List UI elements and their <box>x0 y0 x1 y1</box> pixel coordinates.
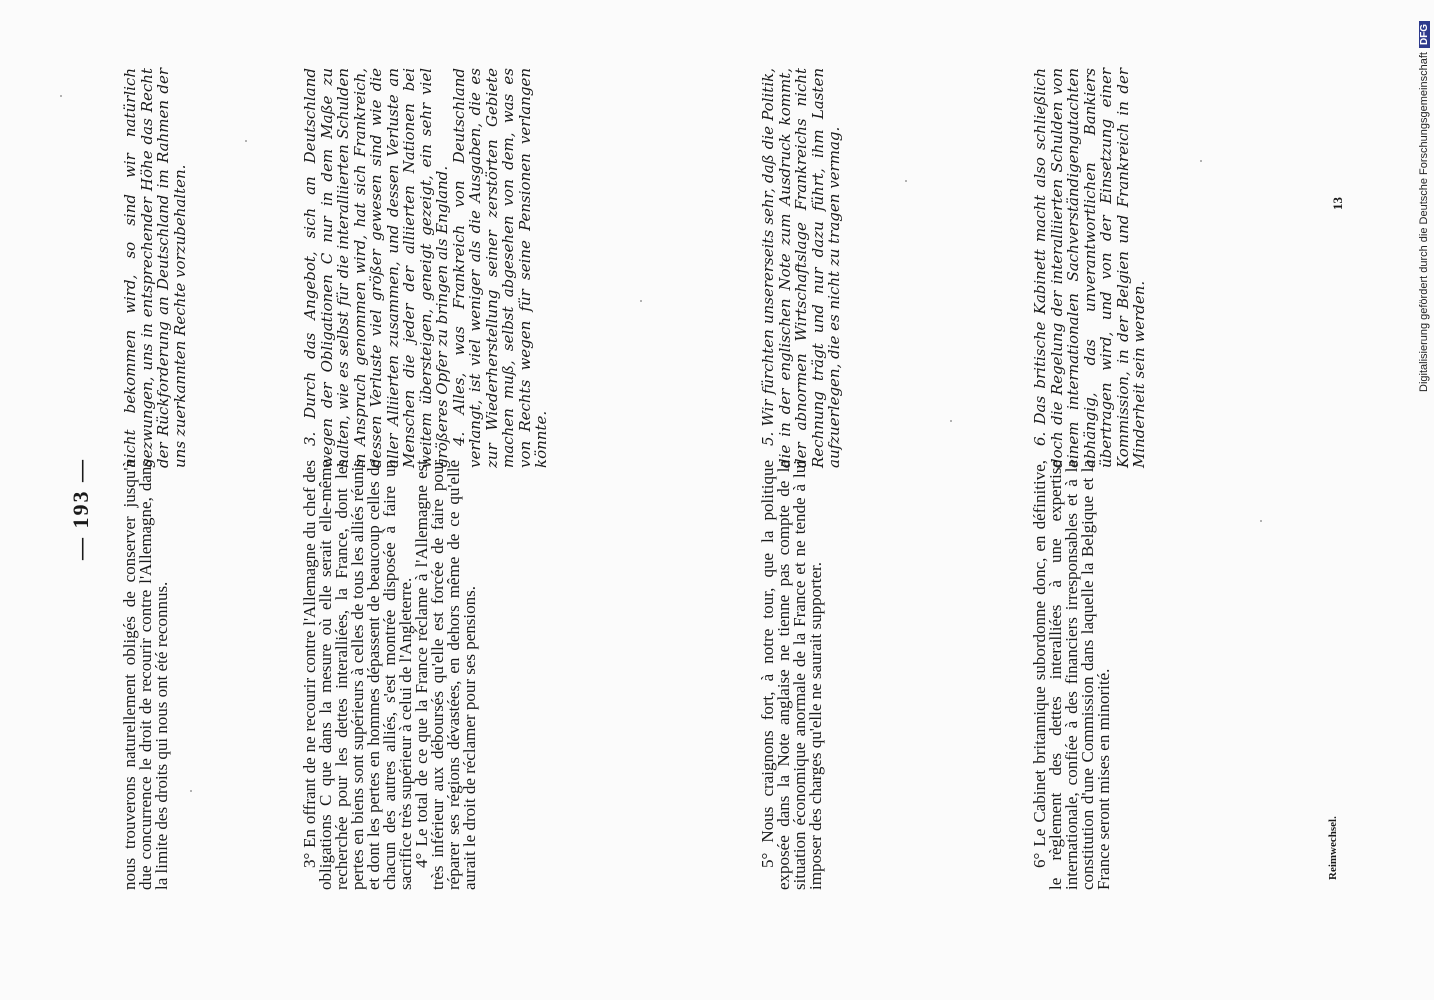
french-paragraph <box>1032 460 1112 890</box>
scan-speck <box>905 180 907 182</box>
dfg-logo: DFG <box>1419 21 1430 48</box>
french-text: 5° Nous craignons fort, à notre tour, que la politique exposée dans la Note anglaise ne tienne pas compte de la situation économique anormale de la France et ne tende à lui imposer des charges qu'elle ne saurait supporter. <box>758 460 825 890</box>
german-paragraph <box>122 68 188 468</box>
scan-speck <box>1200 160 1202 162</box>
german-text: 4. Alles, was Frankreich von Deutschland verlangt, ist viel weniger als die Ausgaben, die es zur Wiederherstellung seiner zerstörten Gebiete machen muß, selbst abgesehen von dem, was es von Rechts wegen für seine Pensionen verlangen könnte. <box>449 68 550 468</box>
scan-speck <box>950 420 952 422</box>
german-paragraph <box>760 68 843 468</box>
french-text: 4° Le total de ce que la France réclame à l'Allemagne est très inférieur aux déboursés qu'elle est forcée de faire pour réparer ses régions dévastées, en dehors même de ce qu'elle aurait le droit de réclamer pour ses pensions. <box>412 460 479 890</box>
digitization-note <box>1418 2 1430 392</box>
scan-speck <box>640 300 642 302</box>
german-text: nicht bekommen wird, so sind wir natürlich gezwungen, uns in entsprechender Höhe das Recht der Rückforderung an Deutschland im Rahmen der uns zuerkannten Rechte vorzubehalten. <box>121 68 189 468</box>
scan-speck <box>245 140 247 142</box>
german-paragraph <box>1032 68 1148 468</box>
french-paragraph <box>122 460 170 890</box>
french-text: nous trouverons naturellement obligés de conserver jusqu'à due concurrence le droit de recourir contre l'Allemagne, dans la limite des droits qui nous ont été reconnus. <box>120 460 171 890</box>
scan-speck <box>1260 520 1262 522</box>
french-paragraph <box>302 460 478 890</box>
signature-mark: Reimwechsel. <box>1327 816 1339 880</box>
french-paragraph <box>760 460 824 890</box>
german-text: 3. Durch das Angebot, sich an Deutschland wegen der Obligationen C nur in dem Maße zu halten, wie es selbst für die interalliierten Schulden in Anspruch genommen wird, hat sich Frankreich, dessen Verluste viel größer gewesen sind wie die aller Alliierten zusammen, und dessen Verluste an Menschen die jeder der alliierten Nationen bei weitem übersteigen, geneigt gezeigt, ein sehr viel größeres Opfer zu bringen als England. <box>301 68 451 468</box>
german-paragraph <box>302 68 550 468</box>
sheet-number: 13 <box>1330 197 1345 210</box>
scan-speck <box>60 95 62 97</box>
digitization-note-text: Digitalisierung gefördert durch die Deutsche Forschungsgemeinschaft <box>1418 52 1430 392</box>
page-number-header: — 193 — <box>68 458 93 560</box>
german-text: 5. Wir fürchten unsererseits sehr, daß die Politik, die in der englischen Note zum Ausdruck kommt, der abnormen Wirtschaftslage Frankreichs nicht Rechnung trägt und nur dazu führt, ihm Lasten aufzuerlegen, die es nicht zu tragen vermag. <box>759 68 843 468</box>
german-text: 6. Das britische Kabinett macht also schließlich doch die Regelung der interalliierten Schulden von einem internationalen Sachverständigengutachten abhängig, das unverantwortlichen Bankiers übertragen wird, und von der Einsetzung einer Kommission, in der Belgien und Frankreich in der Minderheit sein werden. <box>1031 68 1148 468</box>
french-text: 3° En offrant de ne recourir contre l'Allemagne du chef des obligations C que dans la mesure où elle serait elle-même recherchée pour les dettes interalliées, la France, dont les pertes en biens sont supérieurs à celles de tous les alliés réunis et dont les pertes en hommes dépassent de beaucoup celles de chacun des autres alliés, s'est montrée disposée à faire un sacrifice très supérieur à celui de l'Angleterre. <box>300 460 415 890</box>
scan-speck <box>190 790 192 792</box>
french-text: 6° Le Cabinet britannique subordonne donc, en définitive, le règlement des dettes interalliées à une expertise internationale, confiée à des financiers irresponsables et à la constitution d'une Commission dans laquelle la Belgique et la France seront mises en minorité. <box>1030 460 1113 890</box>
